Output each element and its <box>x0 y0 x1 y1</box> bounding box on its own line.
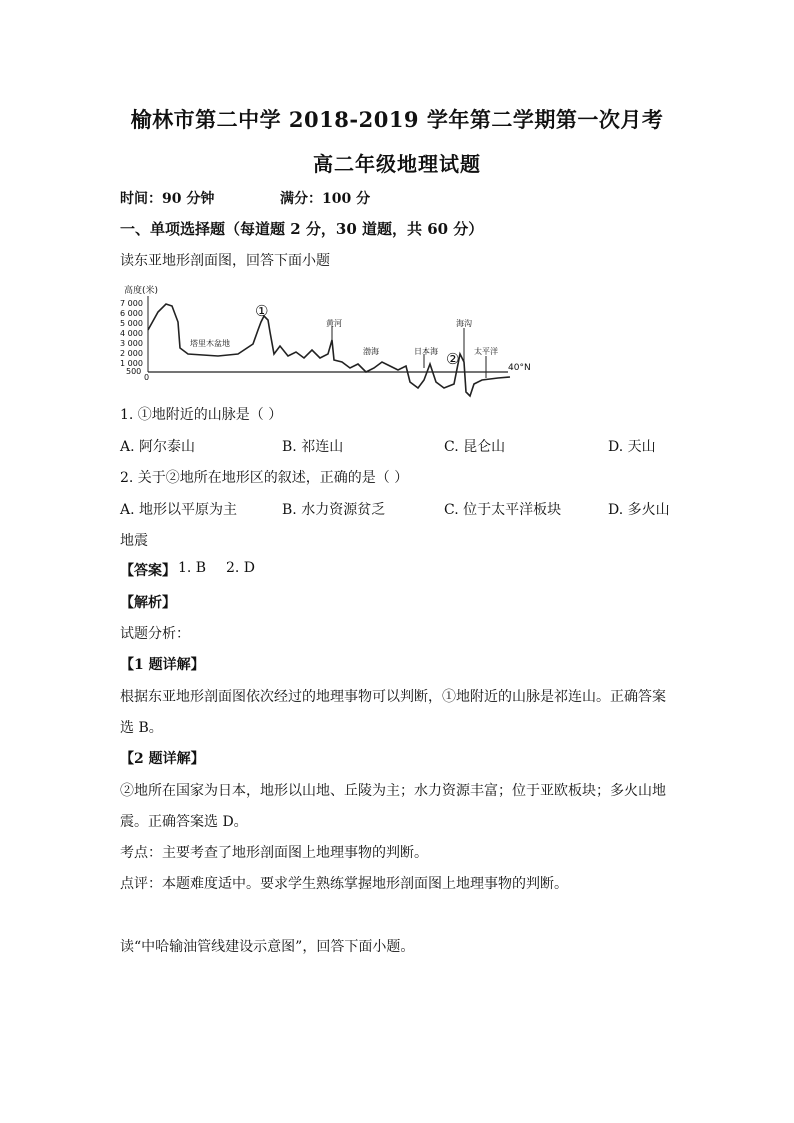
analysis-intro: 试题分析： <box>120 626 190 642</box>
marker-1: ① <box>255 302 269 320</box>
answer-value-1: 1. B <box>178 560 207 576</box>
section-heading: 一、单项选择题（每道题 2 分，30 道题，共 60 分） <box>120 220 484 238</box>
q1-option-c: C. 昆仑山 <box>444 439 506 455</box>
q2-detail-line2: 震。正确答案选 D。 <box>120 814 248 830</box>
question-1-stem: 1. ①地附近的山脉是（ ） <box>120 407 283 423</box>
exam-title: 榆林市第二中学 2018-2019 学年第二学期第一次月考 <box>130 107 664 132</box>
y-tick: 7 000 <box>120 299 143 308</box>
q1-option-a: A. 阿尔泰山 <box>120 439 196 455</box>
kaodian-note: 考点：主要考查了地形剖面图上地理事物的判断。 <box>120 845 428 861</box>
q2-option-c: C. 位于太平洋板块 <box>444 502 562 518</box>
marker-2: ② <box>446 350 460 368</box>
section-intro: 读东亚地形剖面图，回答下面小题 <box>120 253 330 269</box>
y-tick: 5 000 <box>120 319 143 328</box>
terrain-profile-figure <box>118 282 538 402</box>
score-info: 满分：100 分 <box>280 191 371 207</box>
label-japan-sea: 日本海 <box>414 347 438 356</box>
q1-option-b: B. 祁连山 <box>282 439 344 455</box>
y-tick: 6 000 <box>120 309 143 318</box>
label-bohai: 渤海 <box>363 347 379 356</box>
q2-option-b: B. 水力资源贫乏 <box>282 502 386 518</box>
y-tick: 3 000 <box>120 339 143 348</box>
exam-subtitle: 高二年级地理试题 <box>313 152 481 176</box>
y-tick: 1 000 <box>120 359 143 368</box>
q1-detail-label: 【1 题详解】 <box>120 657 205 673</box>
label-tarim: 塔里木盆地 <box>190 339 230 348</box>
y-tick: 4 000 <box>120 329 143 338</box>
analysis-label: 【解析】 <box>120 595 176 611</box>
answer-label: 【答案】 <box>120 563 176 579</box>
label-trench: 海沟 <box>456 319 472 328</box>
question-2-stem: 2. 关于②地所在地形区的叙述，正确的是（ ） <box>120 470 409 486</box>
dianping-note: 点评：本题难度适中。要求学生熟练掌握地形剖面图上地理事物的判断。 <box>120 876 568 892</box>
answer-value-2: 2. D <box>226 560 256 576</box>
y-tick: 0 <box>144 373 150 382</box>
time-info: 时间：90 分钟 <box>120 191 215 207</box>
q2-option-d-continuation: 地震 <box>120 533 148 549</box>
q2-option-d: D. 多火山 <box>608 502 670 518</box>
y-tick: 2 000 <box>120 349 143 358</box>
next-question-intro: 读“中哈输油管线建设示意图”，回答下面小题。 <box>120 939 415 955</box>
q1-detail-line1: 根据东亚地形剖面图依次经过的地理事物可以判断，①地附近的山脉是祁连山。正确答案 <box>120 689 666 705</box>
q1-option-d: D. 天山 <box>608 439 656 455</box>
label-latitude: 40°N <box>508 363 531 373</box>
q1-detail-line2: 选 B。 <box>120 720 163 736</box>
y-axis-title: 高度(米) <box>124 286 159 296</box>
q2-detail-line1: ②地所在国家为日本，地形以山地、丘陵为主；水力资源丰富；位于亚欧板块；多火山地 <box>120 783 666 799</box>
label-yellow-river: 黄河 <box>326 319 342 328</box>
y-tick: 500 <box>126 367 142 376</box>
q2-detail-label: 【2 题详解】 <box>120 751 205 767</box>
q2-option-a: A. 地形以平原为主 <box>120 502 238 518</box>
label-pacific: 太平洋 <box>474 347 498 356</box>
